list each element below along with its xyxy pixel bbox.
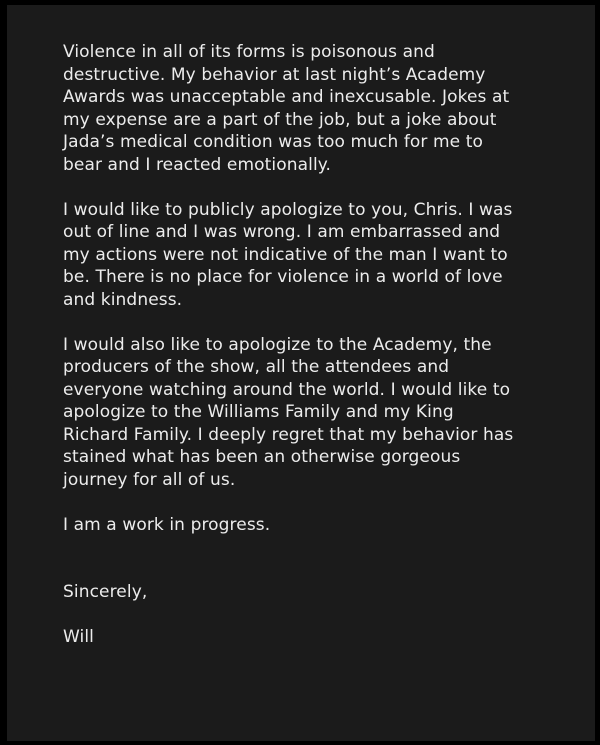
paragraph-gap (63, 536, 563, 581)
letter-line: I am a work in progress. (63, 514, 271, 535)
paragraph-gap (63, 176, 563, 199)
paragraph-2 (63, 199, 563, 312)
paragraph-gap (63, 604, 563, 627)
letter-line: producers of the show, all the attendees and (63, 357, 450, 377)
closing-paragraph (63, 581, 563, 604)
letter-line: journey for all of us. (63, 469, 236, 490)
apology-letter (63, 41, 563, 649)
letter-line: everyone watching around the world. I would like to (63, 379, 511, 400)
letter-line: my expense are a part of the job, but a joke about (63, 109, 497, 130)
letter-line: my actions were not indicative of the man I want to (63, 244, 508, 265)
letter-line: and kindness. (63, 289, 183, 310)
letter-line: I would like to publicly apologize to you, Chris. I was (63, 199, 513, 220)
letter-line: stained what has been an otherwise gorgeous (63, 447, 461, 467)
paragraph-1 (63, 41, 563, 176)
paragraph-3 (63, 334, 563, 492)
paragraph-gap (63, 491, 563, 514)
letter-line: I would also like to apologize to the Academy, the (63, 334, 492, 355)
letter-line: Jada’s medical condition was too much for me to (63, 132, 484, 152)
letter-line: apologize to the Williams Family and my King (63, 402, 454, 422)
letter-line: Violence in all of its forms is poisonous and (63, 42, 435, 62)
letter-line: be. There is no place for violence in a world of love (63, 267, 503, 287)
letter-line: Richard Family. I deeply regret that my behavior has (63, 424, 514, 445)
paragraph-4 (63, 514, 563, 537)
letter-line: destructive. My behavior at last night’s Academy (63, 64, 486, 85)
letter-line: out of line and I was wrong. I am embarrassed and (63, 222, 501, 242)
paragraph-gap (63, 311, 563, 334)
letter-line: bear and I reacted emotionally. (63, 154, 332, 175)
signature: Will (63, 627, 95, 647)
letter-panel (7, 5, 595, 741)
closing-salutation: Sincerely, (63, 582, 148, 602)
signature-paragraph (63, 626, 563, 649)
letter-line: Awards was unacceptable and inexcusable. Jokes at (63, 87, 510, 107)
